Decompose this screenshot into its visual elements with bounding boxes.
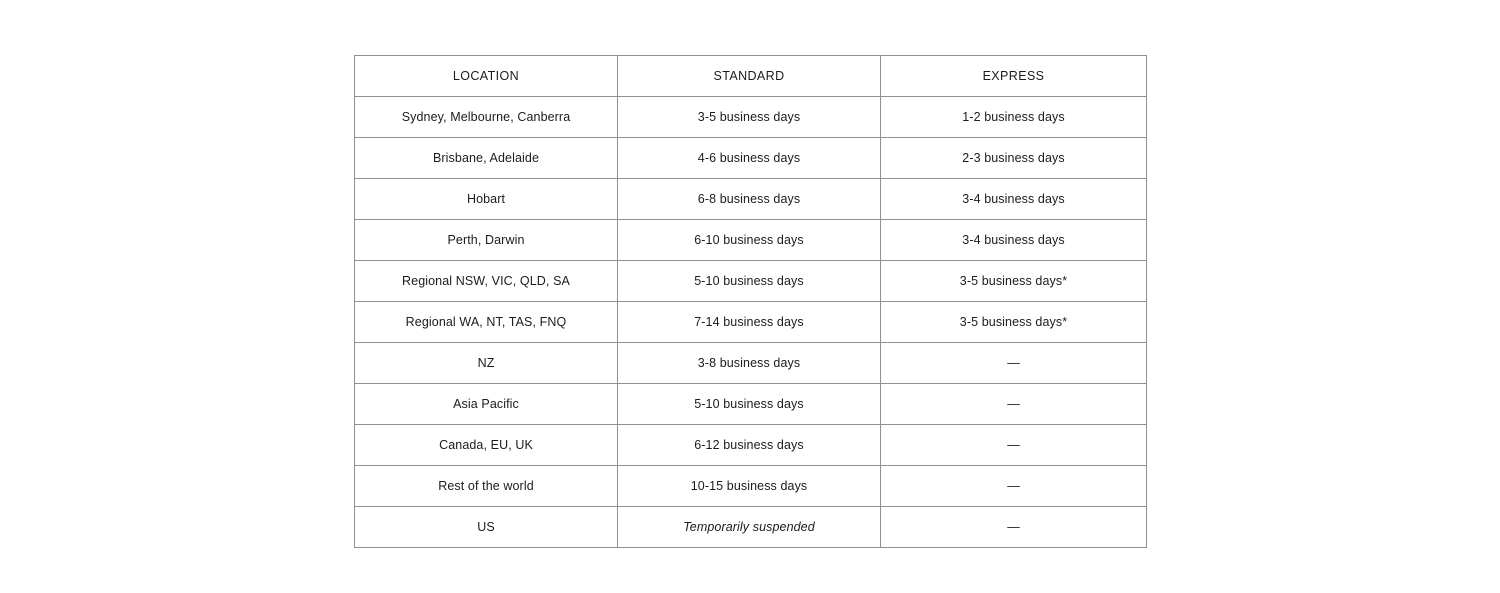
header-standard: STANDARD <box>618 56 881 97</box>
standard-cell: 5-10 business days <box>618 384 881 425</box>
express-cell: — <box>881 466 1147 507</box>
location-cell: US <box>355 507 618 548</box>
express-cell: — <box>881 384 1147 425</box>
express-cell: 3-5 business days* <box>881 302 1147 343</box>
express-cell: 3-4 business days <box>881 179 1147 220</box>
table-row <box>355 507 1147 548</box>
table-row <box>355 261 1147 302</box>
standard-cell: 6-10 business days <box>618 220 881 261</box>
express-cell: — <box>881 507 1147 548</box>
shipping-times-table <box>354 55 1147 548</box>
location-cell: Regional WA, NT, TAS, FNQ <box>355 302 618 343</box>
table-row <box>355 466 1147 507</box>
table-header-row <box>355 56 1147 97</box>
standard-cell: 6-12 business days <box>618 425 881 466</box>
express-cell: 2-3 business days <box>881 138 1147 179</box>
standard-cell: 3-8 business days <box>618 343 881 384</box>
location-cell: Perth, Darwin <box>355 220 618 261</box>
table-row <box>355 179 1147 220</box>
standard-cell: 7-14 business days <box>618 302 881 343</box>
table-row <box>355 343 1147 384</box>
table-row <box>355 97 1147 138</box>
location-cell: Hobart <box>355 179 618 220</box>
table-row <box>355 220 1147 261</box>
express-cell: 3-5 business days* <box>881 261 1147 302</box>
location-cell: Rest of the world <box>355 466 618 507</box>
standard-cell: 5-10 business days <box>618 261 881 302</box>
location-cell: Asia Pacific <box>355 384 618 425</box>
location-cell: Canada, EU, UK <box>355 425 618 466</box>
standard-cell: 10-15 business days <box>618 466 881 507</box>
standard-cell: 6-8 business days <box>618 179 881 220</box>
standard-cell: 3-5 business days <box>618 97 881 138</box>
location-cell: Sydney, Melbourne, Canberra <box>355 97 618 138</box>
table-row <box>355 384 1147 425</box>
table-row <box>355 425 1147 466</box>
standard-cell-suspended: Temporarily suspended <box>618 507 881 548</box>
table-row <box>355 302 1147 343</box>
express-cell: 3-4 business days <box>881 220 1147 261</box>
header-location: LOCATION <box>355 56 618 97</box>
express-cell: 1-2 business days <box>881 97 1147 138</box>
location-cell: Regional NSW, VIC, QLD, SA <box>355 261 618 302</box>
header-express: EXPRESS <box>881 56 1147 97</box>
express-cell: — <box>881 343 1147 384</box>
location-cell: NZ <box>355 343 618 384</box>
express-cell: — <box>881 425 1147 466</box>
standard-cell: 4-6 business days <box>618 138 881 179</box>
location-cell: Brisbane, Adelaide <box>355 138 618 179</box>
table-row <box>355 138 1147 179</box>
